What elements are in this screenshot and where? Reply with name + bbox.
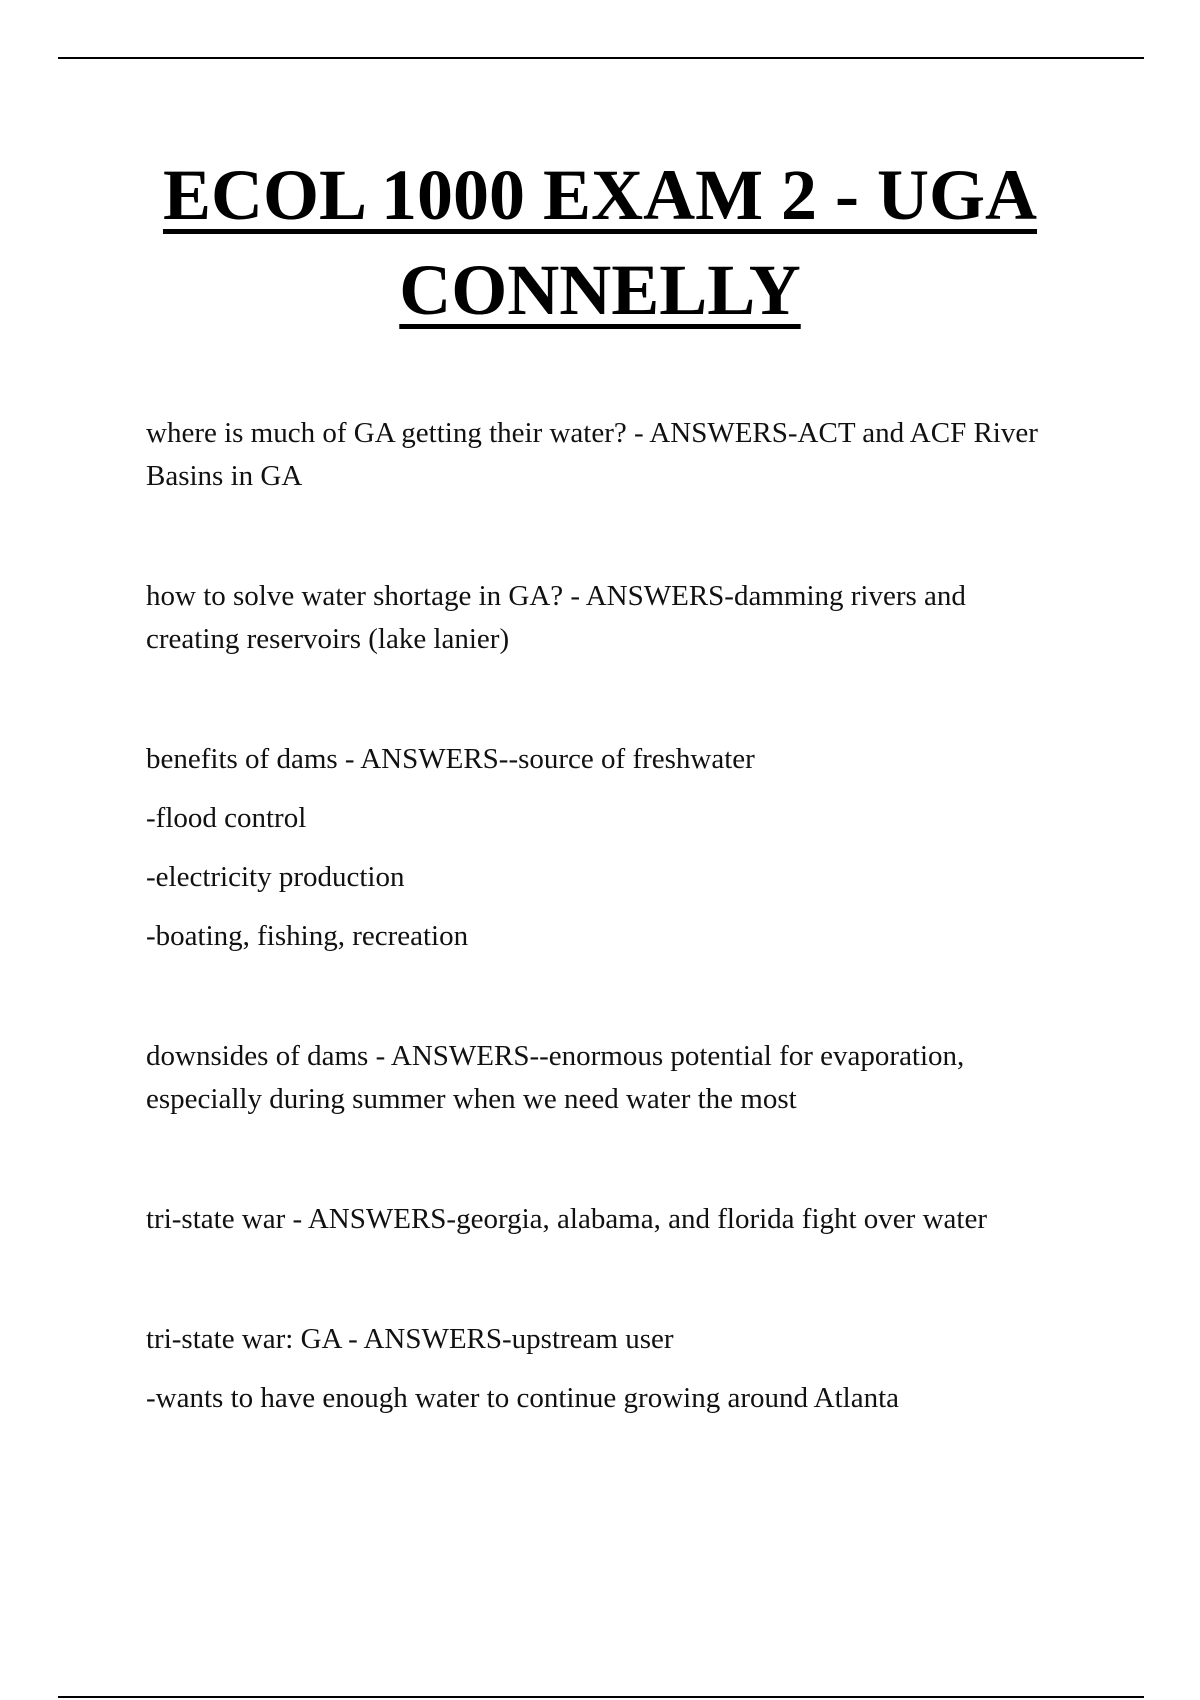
top-divider [58,57,1144,59]
spacer [146,1121,1046,1198]
bottom-divider [58,1696,1144,1698]
qa-entry-water-shortage: how to solve water shortage in GA? - ANSWERS-damming rivers and creating reservoirs (lake lanier) [146,580,966,655]
document-title [100,148,1100,338]
qa-entry-dam-benefits: benefits of dams - ANSWERS--source of freshwater [146,743,755,775]
qa-content [146,412,1046,1420]
list-item: -flood control [146,802,307,834]
title-line-1: ECOL 1000 EXAM 2 - UGA [162,155,1038,235]
spacer [146,1241,1046,1318]
title-line-2: CONNELLY [399,250,801,330]
qa-entry-tri-state-war-ga: tri-state war: GA - ANSWERS-upstream user [146,1323,674,1355]
list-item: -boating, fishing, recreation [146,920,469,952]
list-item: -wants to have enough water to continue growing around Atlanta [146,1382,899,1414]
spacer [146,661,1046,738]
tri-state-war-ga-list [146,1377,1046,1420]
qa-entry-tri-state-war: tri-state war - ANSWERS-georgia, alabama, and florida fight over water [146,1203,987,1235]
spacer [146,498,1046,575]
spacer [146,958,1046,1035]
qa-entry-water-source: where is much of GA getting their water? - ANSWERS-ACT and ACF River Basins in GA [146,417,1038,492]
qa-entry-dam-downsides: downsides of dams - ANSWERS--enormous potential for evaporation, especially during summer when we need water the most [146,1040,965,1115]
dam-benefits-list [146,797,1046,958]
list-item: -electricity production [146,861,405,893]
